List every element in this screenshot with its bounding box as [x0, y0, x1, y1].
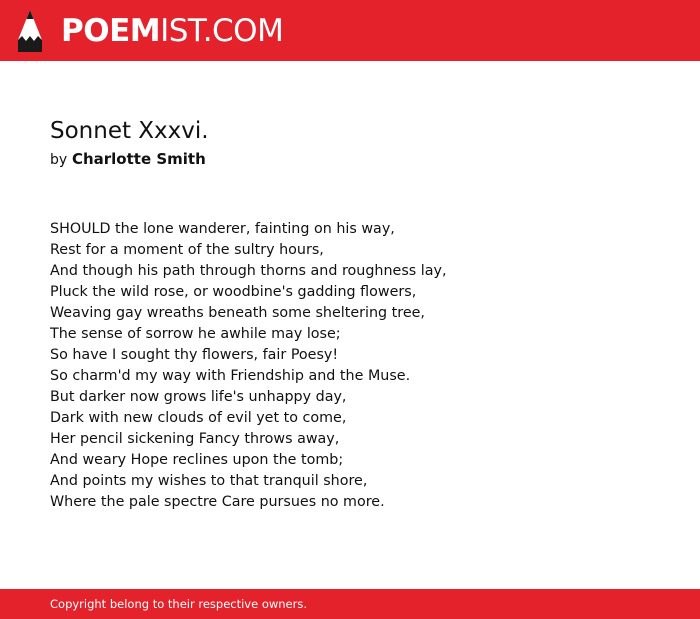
poem-line: Weaving gay wreaths beneath some sheltering tree,	[50, 305, 425, 321]
poem-line: Her pencil sickening Fancy throws away,	[50, 431, 340, 447]
poem-line: And weary Hope reclines upon the tomb;	[50, 452, 344, 468]
poem-body	[50, 219, 447, 513]
by-label: by	[50, 152, 68, 168]
poem-line: The sense of sorrow he awhile may lose;	[50, 326, 341, 342]
site-header	[0, 0, 700, 61]
poem-line: Pluck the wild rose, or woodbine's gadding flowers,	[50, 284, 417, 300]
pencil-tip-icon[interactable]	[18, 10, 42, 52]
logo-bold-text: POEM	[61, 13, 161, 49]
poem-title: Sonnet Xxxvi.	[50, 118, 209, 144]
poem-line: So have I sought thy flowers, fair Poesy!	[50, 347, 339, 363]
site-logo[interactable]	[61, 13, 283, 49]
poem-line: And though his path through thorns and roughness lay,	[50, 263, 447, 279]
poem-line: But darker now grows life's unhappy day,	[50, 389, 347, 405]
poem-line: So charm'd my way with Friendship and the Muse.	[50, 368, 411, 384]
poem-line: And points my wishes to that tranquil shore,	[50, 473, 368, 489]
poem-line: SHOULD the lone wanderer, fainting on his way,	[50, 221, 395, 237]
author-name: Charlotte Smith	[71, 150, 206, 168]
poem-line: Where the pale spectre Care pursues no more.	[50, 494, 385, 510]
poem-line: Rest for a moment of the sultry hours,	[50, 242, 324, 258]
copyright-text: Copyright belong to their respective owners.	[50, 597, 308, 611]
poem-line: Dark with new clouds of evil yet to come,	[50, 410, 347, 426]
site-footer	[0, 589, 700, 619]
logo-light-text: IST.COM	[160, 13, 284, 49]
byline	[50, 148, 206, 171]
